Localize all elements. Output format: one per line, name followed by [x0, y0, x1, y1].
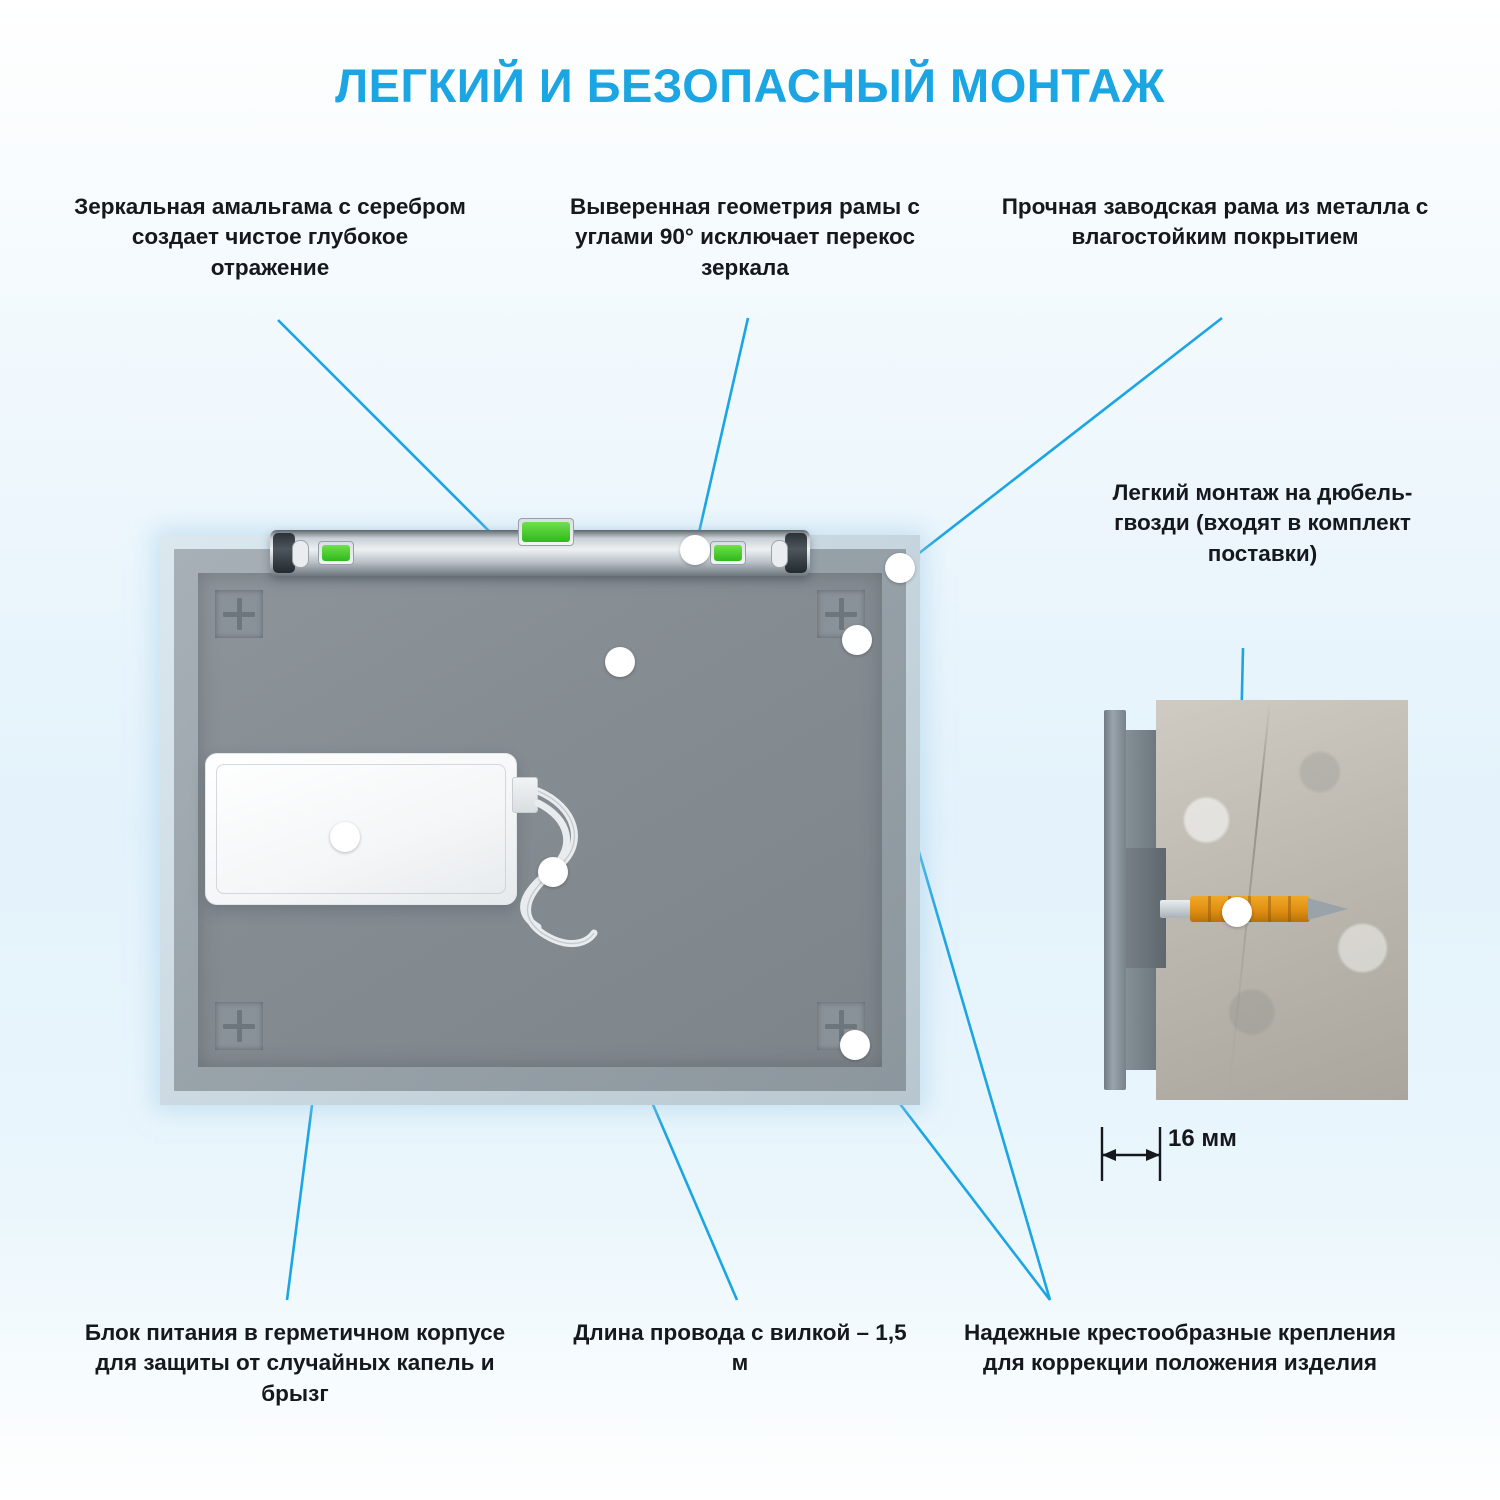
hotspot-psu [330, 822, 360, 852]
hotspot-cable [538, 857, 568, 887]
wall-mount-detail [1098, 700, 1408, 1100]
hotspot-mounting [1222, 897, 1252, 927]
spirit-level [270, 530, 810, 576]
spirit-level-hole-left [292, 540, 309, 568]
spirit-level-vial-left [318, 541, 354, 565]
mirror-assembly [160, 535, 920, 1105]
spirit-level-vial-center [518, 518, 574, 546]
dowel-head [1160, 900, 1192, 918]
hotspot-bracket-bottom [840, 1030, 870, 1060]
dowel-nail [1160, 896, 1350, 922]
hotspot-frame [885, 553, 915, 583]
callout-mounting: Легкий монтаж на дюбель-гвозди (входят в комплект поставки) [1112, 480, 1413, 566]
callout-amalgam: Зеркальная амальгама с серебром создает чистое глубокое отражение [74, 194, 466, 280]
callout-psu: Блок питания в герметичном корпусе для защиты от случайных капель и брызг [84, 1320, 506, 1406]
spirit-level-vial-right [710, 541, 746, 565]
hotspot-bracket-top [842, 625, 872, 655]
power-supply-unit [205, 753, 517, 905]
cross-bracket-top-left [215, 590, 263, 638]
mirror-edge-profile [1104, 710, 1126, 1090]
spirit-level-end-cap-right [785, 533, 807, 573]
hotspot-geometry [680, 535, 710, 565]
cross-bracket-bottom-left [215, 1002, 263, 1050]
callout-geometry: Выверенная геометрия рамы с углами 90° исключает перекос зеркала [570, 194, 920, 280]
spirit-level-hole-right [771, 540, 788, 568]
dowel-tip [1308, 898, 1348, 920]
page-title: ЛЕГКИЙ И БЕЗОПАСНЫЙ МОНТАЖ [335, 59, 1165, 112]
callout-brackets: Надежные крестообразные крепления для коррекции положения изделия [963, 1320, 1397, 1376]
line-geometry [695, 318, 748, 550]
callout-frame: Прочная заводская рама из металла с влагостойким покрытием [1001, 194, 1429, 250]
hotspot-amalgam [605, 647, 635, 677]
callout-cable: Длина провода с вилкой – 1,5 м [573, 1320, 907, 1376]
power-supply-inner-panel [216, 764, 506, 894]
dimension-label: 16 мм [1168, 1125, 1237, 1152]
